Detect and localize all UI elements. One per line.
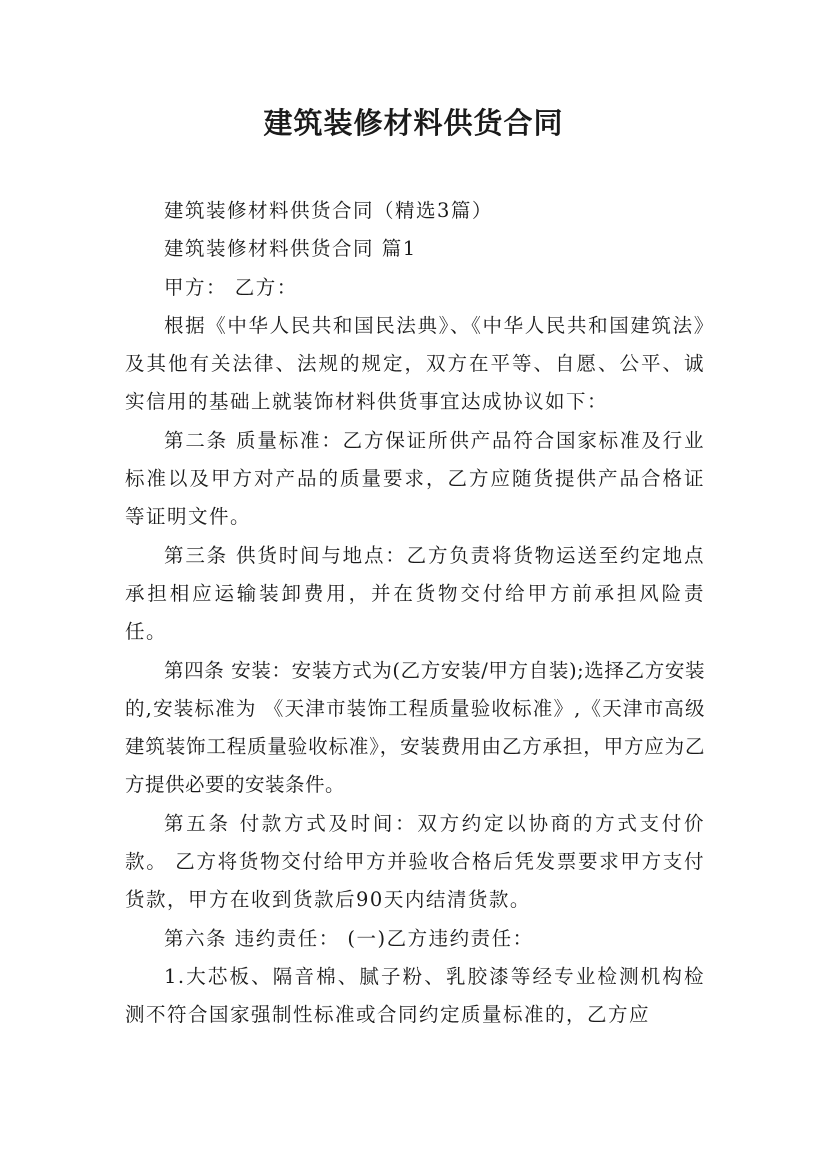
document-title: 建筑装修材料供货合同 — [263, 106, 564, 140]
paragraph-article-6: 第六条 违约责任： (一)乙方违约责任： — [164, 926, 534, 950]
paragraph-article-3: 第三条 供货时间与地点：乙方负责将货物运送至约定地点承担相应运输装卸费用，并在货物交付给甲方前承担风险责任。 — [125, 543, 705, 644]
paragraph-preamble: 根据《中华人民共和国民法典》、《中华人民共和国建筑法》及其他有关法律、法规的规定，双方在平等、自愿、公平、诚实信用的基础上就装饰材料供货事宜达成协议如下： — [125, 313, 705, 414]
paragraph-article-4: 第四条 安装：安装方式为(乙方安装/甲方自装);选择乙方安装的,安装标准为 《天津市装饰工程质量验收标准》,《天津市高级建筑装饰工程质量验收标准》，安装费用由乙方承担，甲方应为乙方提供必要的安装条件。 — [125, 658, 705, 797]
paragraph-subtitle: 建筑装修材料供货合同（精选3篇） — [164, 199, 493, 222]
paragraph-section-heading: 建筑装修材料供货合同 篇1 — [164, 237, 417, 261]
paragraph-parties: 甲方： 乙方： — [164, 275, 298, 299]
document-body — [125, 192, 705, 1035]
paragraph-article-5: 第五条 付款方式及时间：双方约定以协商的方式支付价款。 乙方将货物交付给甲方并验收合格后凭发票要求甲方支付货款，甲方在收到货款后90天内结清货款。 — [125, 811, 705, 912]
paragraph-article-6-item-1: 1.大芯板、隔音棉、腻子粉、乳胶漆等经专业检测机构检测不符合国家强制性标准或合同约定质量标准的，乙方应 — [125, 964, 705, 1027]
paragraph-article-2: 第二条 质量标准：乙方保证所供产品符合国家标准及行业标准以及甲方对产品的质量要求，乙方应随货提供产品合格证等证明文件。 — [125, 428, 705, 529]
